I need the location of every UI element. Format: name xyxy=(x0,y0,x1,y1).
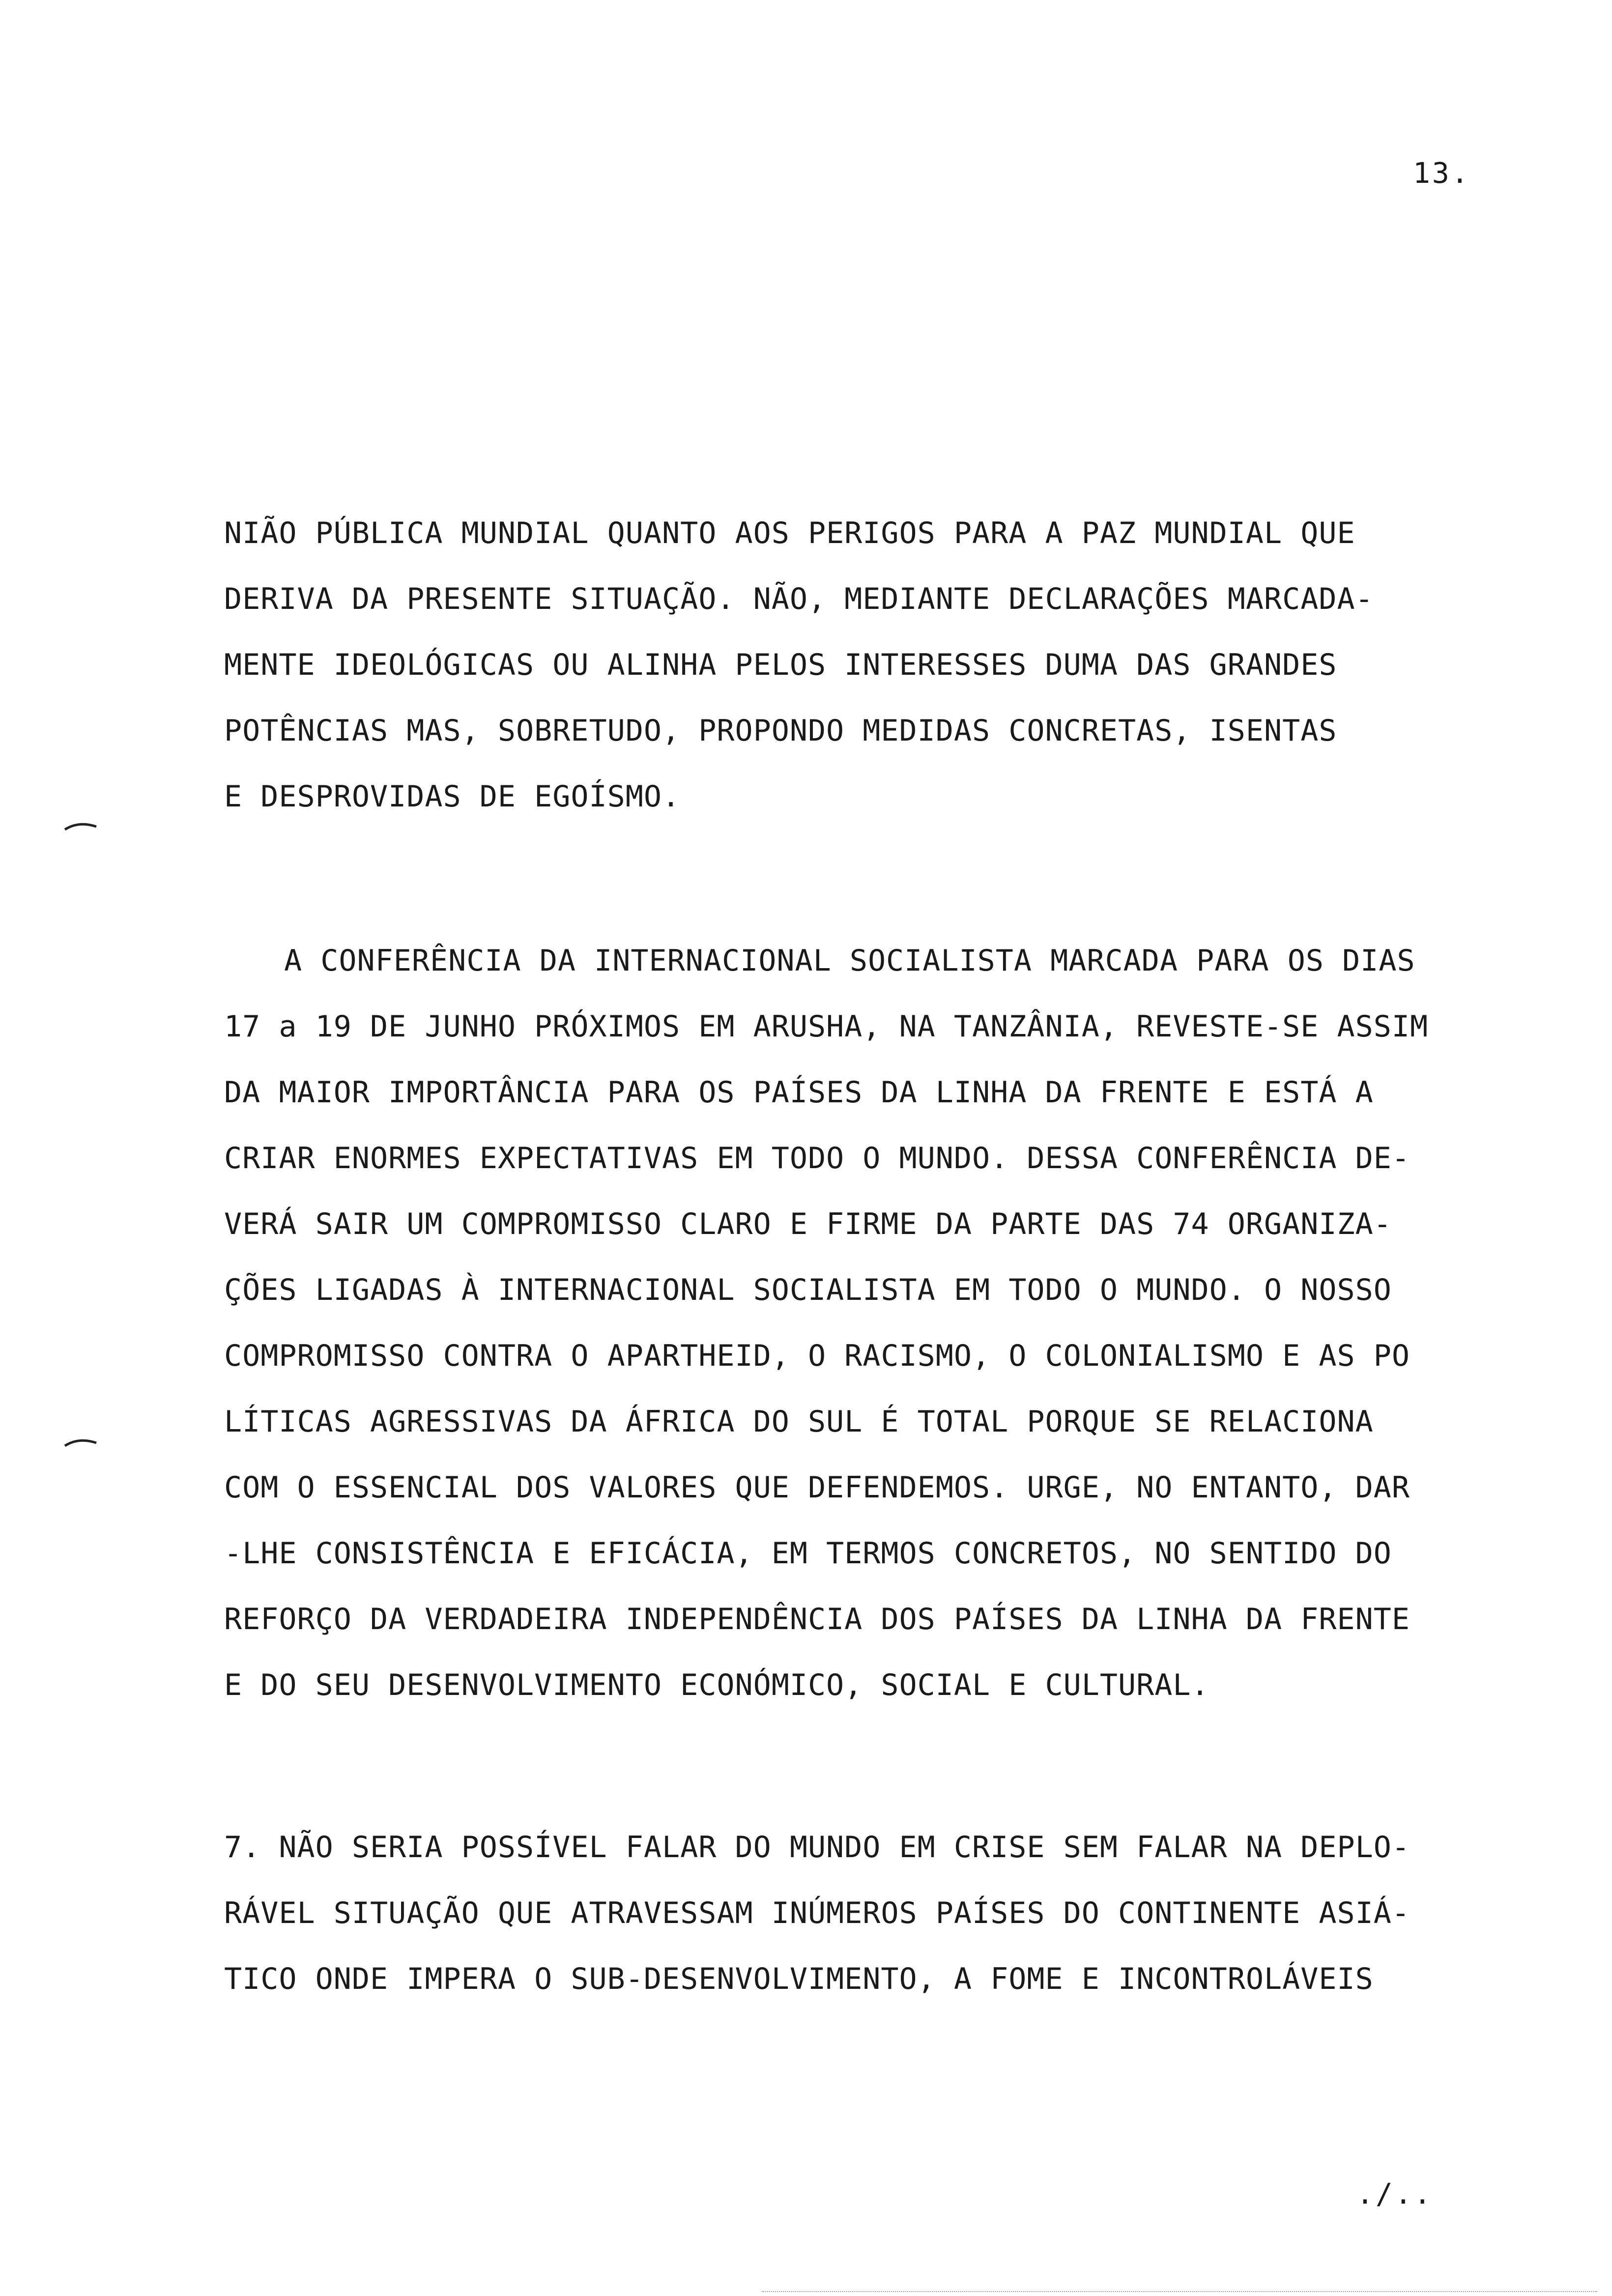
text-line: A CONFERÊNCIA DA INTERNACIONAL SOCIALISTA MARCADA PARA OS DIAS xyxy=(284,944,1415,978)
margin-mark xyxy=(64,820,98,832)
text-line: 7. NÃO SERIA POSSÍVEL FALAR DO MUNDO EM CRISE SEM FALAR NA DEPLO- xyxy=(224,1830,1410,1865)
text-line: DA MAIOR IMPORTÂNCIA PARA OS PAÍSES DA LINHA DA FRENTE E ESTÁ A xyxy=(224,1075,1374,1110)
margin-mark xyxy=(64,1436,98,1448)
text-line: -LHE CONSISTÊNCIA E EFICÁCIA, EM TERMOS CONCRETOS, NO SENTIDO DO xyxy=(224,1536,1392,1571)
text-line: COMPROMISSO CONTRA O APARTHEID, O RACISMO, O COLONIALISMO E AS PO xyxy=(224,1339,1410,1373)
continuation-mark: ./.. xyxy=(1356,2177,1433,2210)
text-line: POTÊNCIAS MAS, SOBRETUDO, PROPONDO MEDIDAS CONCRETAS, ISENTAS xyxy=(224,714,1337,748)
text-line: REFORÇO DA VERDADEIRA INDEPENDÊNCIA DOS PAÍSES DA LINHA DA FRENTE xyxy=(224,1602,1410,1636)
paragraph-3 xyxy=(224,1814,1551,2012)
text-line: E DO SEU DESENVOLVIMENTO ECONÓMICO, SOCIAL E CULTURAL. xyxy=(224,1668,1209,1702)
text-line: 17 a 19 DE JUNHO PRÓXIMOS EM ARUSHA, NA TANZÂNIA, REVESTE-SE ASSIM xyxy=(224,1009,1429,1044)
page-number: 13. xyxy=(1413,156,1470,190)
text-line: DERIVA DA PRESENTE SITUAÇÃO. NÃO, MEDIANTE DECLARAÇÕES MARCADA- xyxy=(224,582,1374,616)
text-line: CRIAR ENORMES EXPECTATIVAS EM TODO O MUNDO. DESSA CONFERÊNCIA DE- xyxy=(224,1141,1410,1176)
text-line: E DESPROVIDAS DE EGOÍSMO. xyxy=(224,779,681,814)
paragraph-1 xyxy=(224,500,1551,830)
text-line: LÍTICAS AGRESSIVAS DA ÁFRICA DO SUL É TOTAL PORQUE SE RELACIONA xyxy=(224,1405,1374,1439)
text-line: COM O ESSENCIAL DOS VALORES QUE DEFENDEMOS. URGE, NO ENTANTO, DAR xyxy=(224,1470,1410,1505)
scan-edge-divider xyxy=(762,2291,1597,2292)
text-line: MENTE IDEOLÓGICAS OU ALINHA PELOS INTERESSES DUMA DAS GRANDES xyxy=(224,648,1337,682)
text-line: VERÁ SAIR UM COMPROMISSO CLARO E FIRME DA PARTE DAS 74 ORGANIZA- xyxy=(224,1207,1392,1241)
text-line: NIÃO PÚBLICA MUNDIAL QUANTO AOS PERIGOS PARA A PAZ MUNDIAL QUE xyxy=(224,516,1355,550)
paragraph-2 xyxy=(224,928,1551,1718)
text-line: TICO ONDE IMPERA O SUB-DESENVOLVIMENTO, A FOME E INCONTROLÁVEIS xyxy=(224,1962,1374,1996)
text-line: RÁVEL SITUAÇÃO QUE ATRAVESSAM INÚMEROS PAÍSES DO CONTINENTE ASIÁ- xyxy=(224,1896,1410,1930)
text-line: ÇÕES LIGADAS À INTERNACIONAL SOCIALISTA EM TODO O MUNDO. O NOSSO xyxy=(224,1273,1392,1307)
